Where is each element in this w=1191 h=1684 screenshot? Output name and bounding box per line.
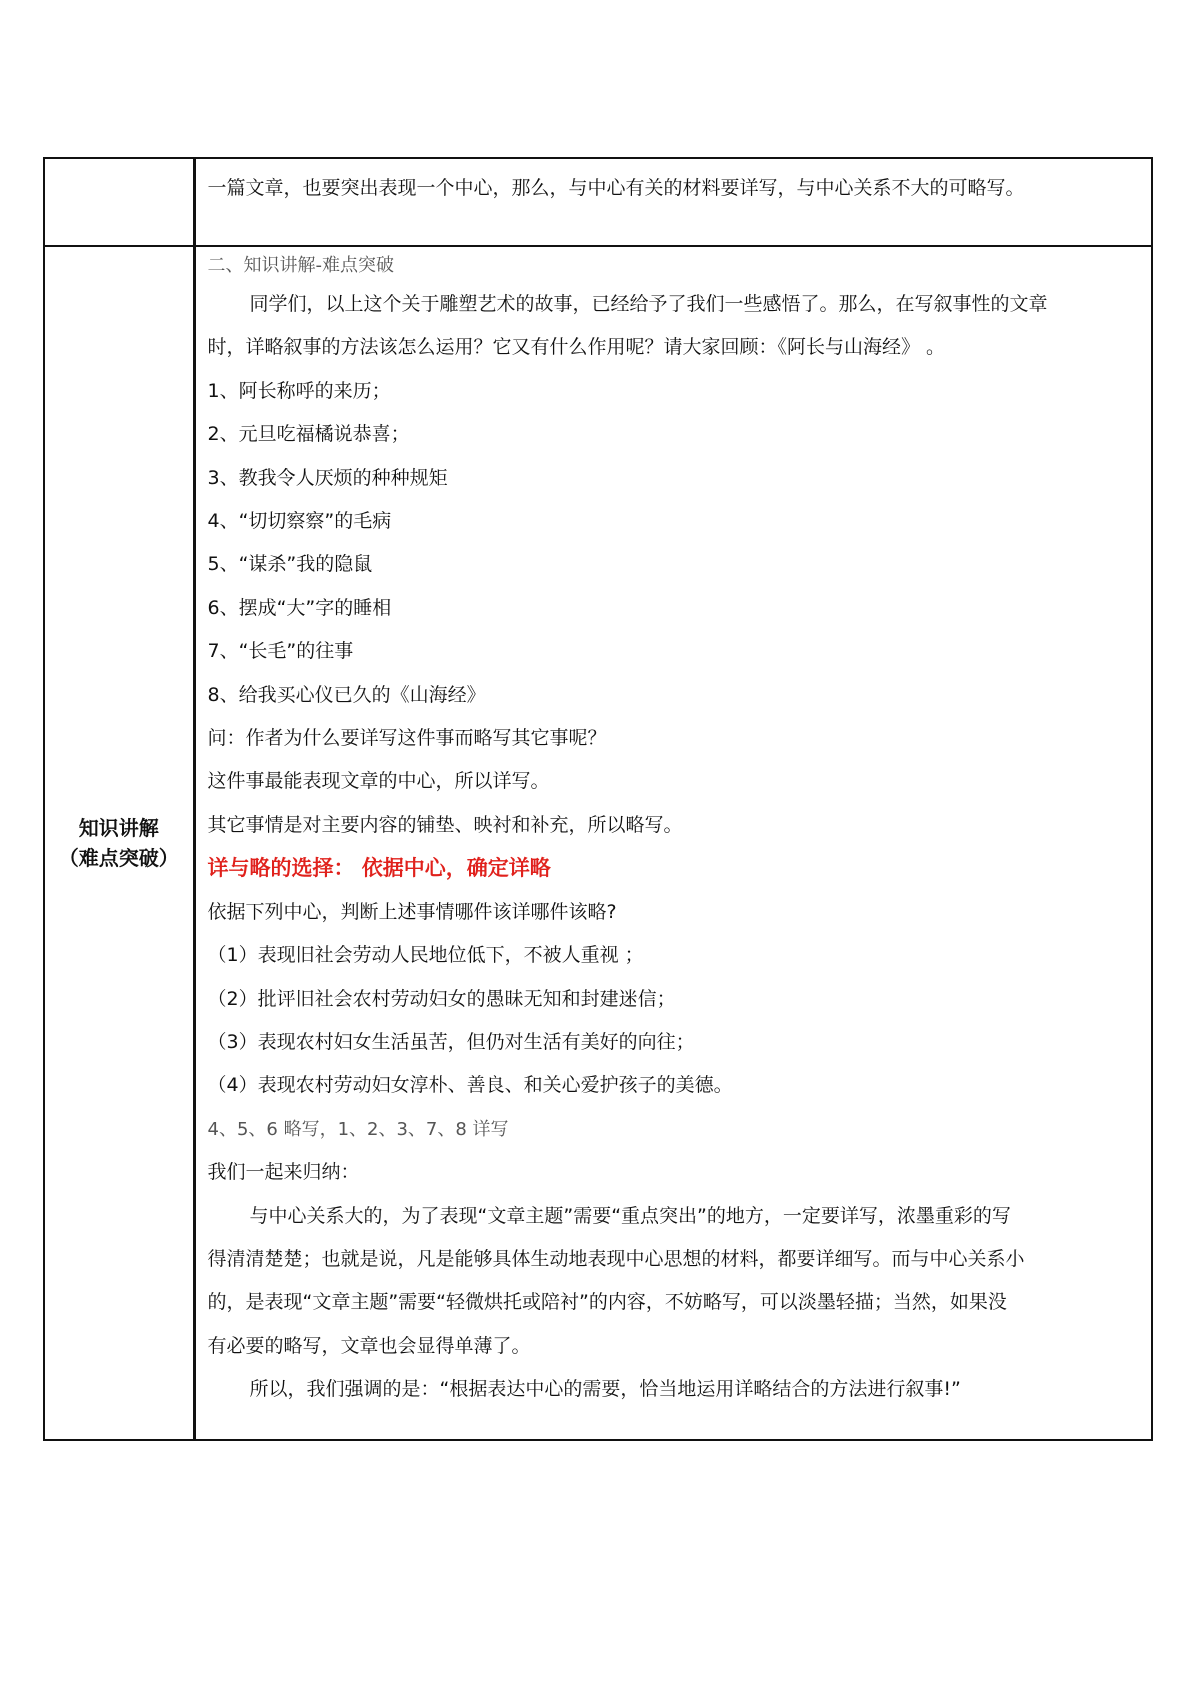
list-item: 4、“切切察察”的毛病 [207,510,392,533]
center-item: （1）表现旧社会劳动人民地位低下，不被人重视 ； [207,944,644,967]
list-item: 8、给我买心仪已久的《山海经》 [207,683,486,706]
key-point-heading: 详与略的选择： 依据中心，确定详略 [207,856,551,881]
label-wrap [45,247,193,1439]
conclusion-text: 所以，我们强调的是：“根据表达中心的需要，恰当地运用详略结合的方法进行叙事!” [249,1378,961,1401]
question-text: 问：作者为什么要详写这件事而略写其它事呢？ [207,727,607,750]
summary-line-1: 与中心关系大的，为了表现“文章主题”需要“重点突出”的地方，一定要详写，浓墨重彩的写 [249,1204,1011,1227]
list-item: 6、摆成“大”字的睡相 [207,596,392,619]
intro-line-1: 同学们，以上这个关于雕塑艺术的故事，已经给予了我们一些感悟了。那么，在写叙事性的文章 [249,293,1048,315]
content-cell [194,158,1152,246]
row-label-line1: 知识讲解 [78,816,159,840]
answer-line-1: 这件事最能表现文章的中心，所以详写。 [207,770,550,793]
list-item: 5、“谋杀”我的隐鼠 [207,553,373,576]
summary-lead: 我们一起来归纳： [207,1161,360,1184]
list-item: 3、教我令人厌烦的种种规矩 [207,466,448,489]
summary-line-4: 有必要的略写，文章也会显得单薄了。 [207,1334,531,1357]
center-item: （2）批评旧社会农村劳动妇女的愚昧无知和封建迷信； [207,987,676,1010]
table-row [44,246,1152,1440]
center-item: （3）表现农村妇女生活虽苦，但仍对生活有美好的向往； [207,1030,695,1053]
section-content [196,249,1152,1412]
list-item: 1、阿长称呼的来历； [207,379,391,402]
center-item: （4）表现农村劳动妇女淳朴、善良、和关心爱护孩子的美德。 [207,1074,733,1097]
table-row [44,158,1152,246]
list-item: 2、元旦吃福橘说恭喜； [207,423,410,446]
row-label-line2: （难点突破） [58,846,179,870]
lesson-table [43,157,1153,1441]
empty-label-cell [44,158,194,246]
content-cell [194,246,1152,1440]
answer-key: 4、5、6 略写，1、2、3、7、8 详写 [207,1118,509,1140]
label-cell [44,246,194,1440]
section-heading: 二、知识讲解-难点突破 [207,255,394,276]
intro-line-2: 时，详略叙事的方法该怎么运用？它又有什么作用呢？请大家回顾：《阿长与山海经》 。 [207,336,946,359]
top-row-text: 一篇文章，也要突出表现一个中心，那么，与中心有关的材料要详写，与中心关系不大的可略写。 [207,177,1025,199]
summary-line-3: 的，是表现“文章主题”需要“轻微烘托或陪衬”的内容，不妨略写，可以淡墨轻描；当然，如果没 [207,1291,1007,1314]
summary-line-2: 得清清楚楚；也就是说，凡是能够具体生动地表现中心思想的材料，都要详细写。而与中心关系小 [207,1247,1025,1270]
list-item: 7、“长毛”的往事 [207,640,354,663]
answer-line-2: 其它事情是对主要内容的铺垫、映衬和补充，所以略写。 [207,813,683,836]
prompt-text: 依据下列中心，判断上述事情哪件该详哪件该略? [207,900,617,923]
